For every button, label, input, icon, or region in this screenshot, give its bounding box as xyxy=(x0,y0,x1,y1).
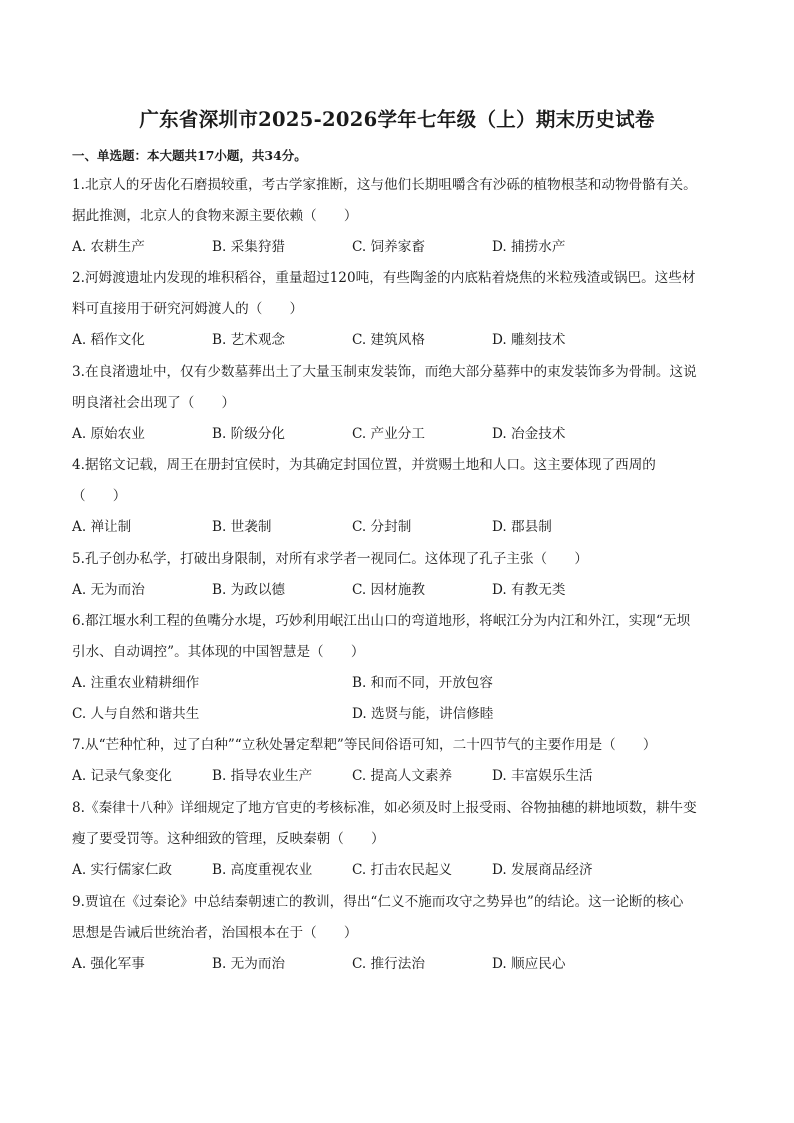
option-b: B. 世袭制 xyxy=(212,519,272,535)
option-a: A. 实行儒家仁政 xyxy=(72,862,173,878)
option-b: B. 艺术观念 xyxy=(212,332,286,348)
option-a: A. 原始农业 xyxy=(72,426,145,442)
question-stem-line: 明良渚社会出现了（ ） xyxy=(72,395,236,411)
question-stem-line: 瘦了要受罚等。这种细致的管理，反映秦朝（ ） xyxy=(72,831,385,847)
question-stem-line: 9.贾谊在《过秦论》中总结秦朝速亡的教训，得出“仁义不施而攻守之势异也”的结论。这一论断的核心 xyxy=(72,894,684,910)
question-stem-line: （ ） xyxy=(72,488,127,504)
question-stem-line: 料可直接用于研究河姆渡人的（ ） xyxy=(72,301,304,317)
question-stem-line: 据此推测，北京人的食物来源主要依赖（ ） xyxy=(72,208,358,224)
option-c: C. 产业分工 xyxy=(352,426,425,442)
option-c: C. 建筑风格 xyxy=(352,332,425,348)
question-7 xyxy=(72,730,722,792)
option-b: B. 阶级分化 xyxy=(212,426,286,442)
option-a: A. 无为而治 xyxy=(72,582,145,598)
option-b: B. 指导农业生产 xyxy=(212,768,313,784)
question-stem-line: 思想是告诫后世统治者，治国根本在于（ ） xyxy=(72,925,358,941)
options-row xyxy=(72,419,722,450)
option-d: D. 丰富娱乐生活 xyxy=(492,768,593,784)
question-8 xyxy=(72,793,722,886)
option-b: B. 高度重视农业 xyxy=(212,862,313,878)
question-stem-line: 引水、自动调控”。其体现的中国智慧是（ ） xyxy=(72,644,365,660)
question-2 xyxy=(72,263,722,356)
question-stem-line: 5.孔子创办私学，打破出身限制，对所有求学者一视同仁。这体现了孔子主张（ ） xyxy=(72,551,588,567)
options-row xyxy=(72,575,722,606)
option-c: C. 饲养家畜 xyxy=(352,239,425,255)
question-3 xyxy=(72,357,722,450)
question-stem-line: 2.河姆渡遗址内发现的堆积稻谷，重量超过120吨，有些陶釜的内底粘着烧焦的米粒残渣或锅巴。这些材 xyxy=(72,270,696,286)
option-a: A. 记录气象变化 xyxy=(72,768,173,784)
option-a: A. 注重农业精耕细作 xyxy=(72,675,200,691)
option-d: D. 郡县制 xyxy=(492,519,552,535)
options-row xyxy=(72,761,722,792)
option-c: C. 因材施教 xyxy=(352,582,425,598)
option-b: B. 采集狩猎 xyxy=(212,239,286,255)
option-b: B. 为政以德 xyxy=(212,582,286,598)
option-b: B. 无为而治 xyxy=(212,956,286,972)
option-d: D. 发展商品经济 xyxy=(492,862,593,878)
option-a: A. 农耕生产 xyxy=(72,239,145,255)
options-row xyxy=(72,855,722,886)
question-5 xyxy=(72,544,722,606)
option-a: A. 稻作文化 xyxy=(72,332,145,348)
options-row xyxy=(72,699,722,730)
question-1 xyxy=(72,170,722,263)
options-row xyxy=(72,949,722,980)
question-stem-line: 1.北京人的牙齿化石磨损较重，考古学家推断，这与他们长期咀嚼含有沙砾的植物根茎和动物骨骼有关。 xyxy=(72,177,697,193)
question-stem-line: 7.从“芒种忙种，过了白种”“立秋处暑定犁耙”等民间俗语可知，二十四节气的主要作用是（ ） xyxy=(72,737,657,753)
option-d: D. 冶金技术 xyxy=(492,426,566,442)
option-d: D. 捕捞水产 xyxy=(492,239,566,255)
option-c: C. 人与自然和谐共生 xyxy=(72,706,200,722)
question-stem-line: 8.《秦律十八种》详细规定了地方官吏的考核标准，如必须及时上报受雨、谷物抽穗的耕地顷数，耕牛变 xyxy=(72,800,697,816)
question-stem-line: 6.都江堰水利工程的鱼嘴分水堤，巧妙利用岷江出山口的弯道地形，将岷江分为内江和外江，实现“无坝 xyxy=(72,613,691,629)
option-c: C. 分封制 xyxy=(352,519,412,535)
option-c: C. 打击农民起义 xyxy=(352,862,453,878)
option-b: B. 和而不同，开放包容 xyxy=(352,675,493,691)
options-row xyxy=(72,512,722,543)
question-9 xyxy=(72,887,722,980)
exam-title: 广东省深圳市2025-2026学年七年级（上）期末历史试卷 xyxy=(139,108,655,131)
option-d: D. 顺应民心 xyxy=(492,956,566,972)
option-a: A. 禅让制 xyxy=(72,519,132,535)
options-row xyxy=(72,232,722,263)
option-d: D. 选贤与能，讲信修睦 xyxy=(352,706,494,722)
question-stem-line: 4.据铭文记载，周王在册封宜侯时，为其确定封国位置，并赏赐土地和人口。这主要体现了西周的 xyxy=(72,457,656,473)
option-d: D. 雕刻技术 xyxy=(492,332,566,348)
question-6 xyxy=(72,606,722,730)
question-4 xyxy=(72,450,722,543)
question-stem-line: 3.在良渚遗址中，仅有少数墓葬出土了大量玉制束发装饰，而绝大部分墓葬中的束发装饰多为骨制。这说 xyxy=(72,364,697,380)
option-c: C. 提高人文素养 xyxy=(352,768,453,784)
option-d: D. 有教无类 xyxy=(492,582,566,598)
option-c: C. 推行法治 xyxy=(352,956,425,972)
options-row xyxy=(72,668,722,699)
options-row xyxy=(72,325,722,356)
option-a: A. 强化军事 xyxy=(72,956,145,972)
section-heading: 一、单选题：本大题共17小题，共34分。 xyxy=(72,148,307,163)
